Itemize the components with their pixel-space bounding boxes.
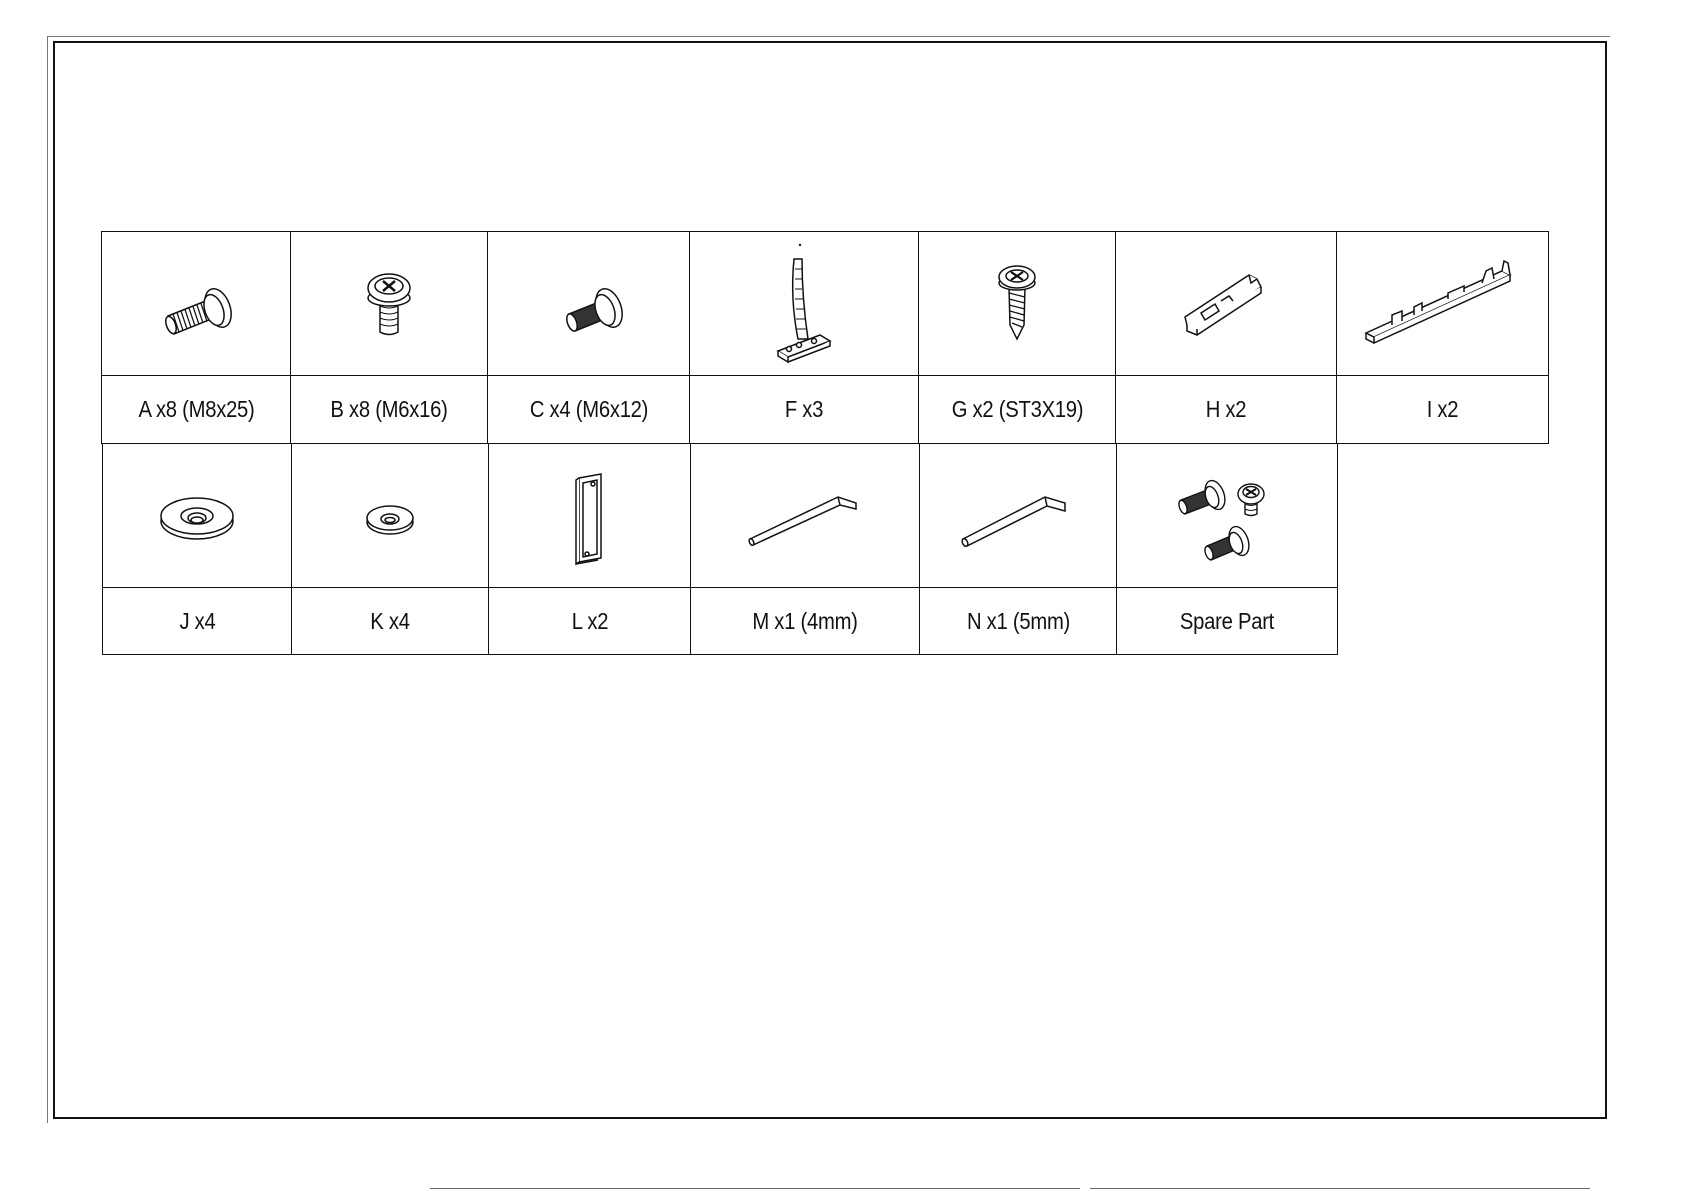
part-cell-b	[290, 231, 488, 444]
footer-rule-right	[1090, 1188, 1590, 1189]
part-label-n: N x1 (5mm)	[966, 607, 1070, 634]
part-cell-l	[488, 443, 692, 655]
part-label-b: B x8 (M6x16)	[330, 396, 448, 422]
wood-screw-icon	[987, 259, 1047, 349]
rail-i-icon	[1352, 249, 1532, 359]
part-label-h: H x2	[1205, 396, 1247, 422]
footer-rule-left	[430, 1188, 1080, 1189]
part-label-c: C x4 (M6x12)	[529, 396, 648, 422]
part-label-f: F x3	[784, 396, 824, 422]
part-label-g: G x2 (ST3X19)	[951, 396, 1083, 422]
screw-b-icon	[349, 264, 429, 344]
part-label-l: L x2	[571, 607, 608, 634]
spare-parts-icon	[1167, 466, 1287, 566]
part-cell-f	[689, 231, 919, 444]
cable-tie-icon	[764, 239, 844, 369]
part-cell-m	[690, 443, 920, 655]
plate-l-icon	[565, 466, 615, 566]
part-label-k: K x4	[370, 607, 410, 634]
part-cell-n	[919, 443, 1118, 655]
allen-key-4mm-icon	[740, 481, 870, 551]
part-label-spare: Spare Part	[1179, 607, 1275, 634]
part-label-i: I x2	[1426, 396, 1458, 422]
parts-row-1	[102, 231, 1549, 444]
part-cell-h	[1115, 231, 1337, 444]
parts-row-2	[103, 443, 1338, 655]
bolt-c-icon	[539, 264, 639, 344]
part-cell-i	[1336, 231, 1549, 444]
part-cell-g	[918, 231, 1117, 444]
part-cell-j	[102, 443, 293, 655]
bolt-a-icon	[146, 264, 246, 344]
part-cell-k	[291, 443, 489, 655]
washer-large-icon	[147, 481, 247, 551]
part-cell-c	[487, 231, 691, 444]
part-cell-spare	[1116, 443, 1338, 655]
part-cell-a	[101, 231, 292, 444]
bracket-h-icon	[1171, 259, 1281, 349]
part-label-a: A x8 (M8x25)	[137, 396, 255, 422]
allen-key-5mm-icon	[953, 481, 1083, 551]
part-label-m: M x1 (4mm)	[752, 607, 858, 634]
washer-small-icon	[355, 486, 425, 546]
part-label-j: J x4	[178, 607, 216, 634]
